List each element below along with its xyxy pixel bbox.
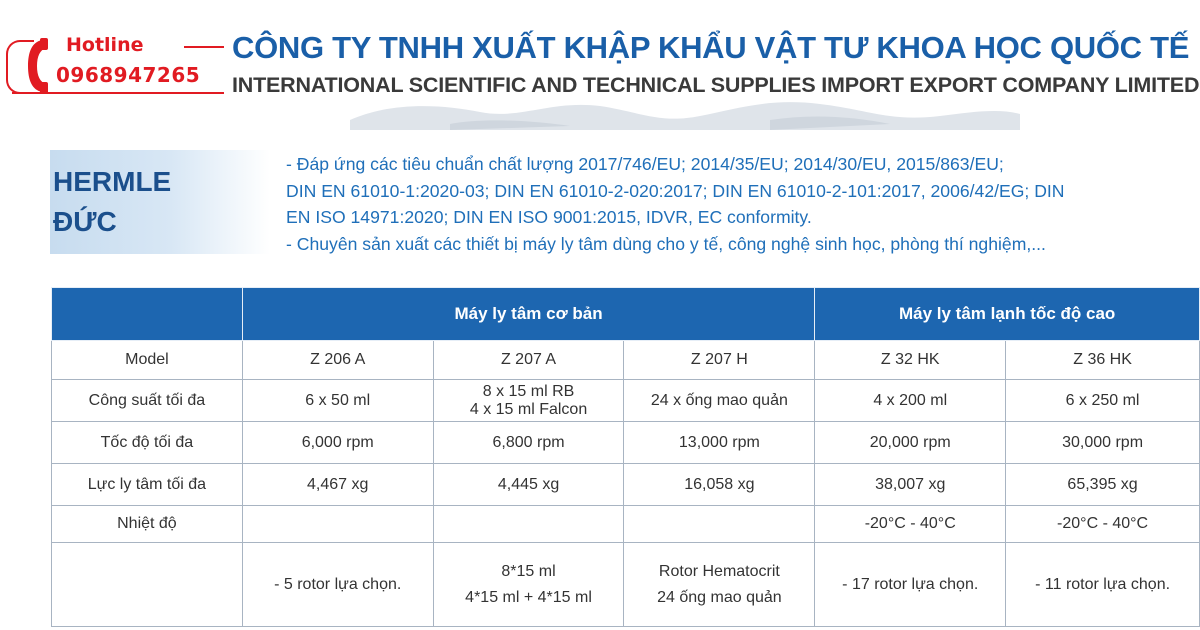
table-row	[52, 422, 1200, 464]
hotline-number[interactable]: 0968947265	[56, 63, 201, 87]
table-cell: 6,800 rpm	[433, 422, 624, 464]
brand-title	[53, 162, 171, 242]
row-label: Nhiệt độ	[52, 506, 243, 543]
table-header-row	[52, 288, 1200, 341]
table-cell: Z 32 HK	[815, 341, 1006, 380]
cell-line: Rotor Hematocrit	[658, 562, 780, 580]
table-cell	[624, 543, 815, 627]
table-row	[52, 543, 1200, 627]
hotline-label: Hotline	[66, 34, 144, 56]
table-cell: 6 x 250 ml	[1006, 380, 1200, 422]
group-basic: Máy ly tâm cơ bản	[242, 288, 815, 341]
table-corner	[52, 288, 243, 341]
table-cell	[242, 506, 433, 543]
company-name-en: INTERNATIONAL SCIENTIFIC AND TECHNICAL SUPPLIES IMPORT EXPORT COMPANY LIMITED	[232, 73, 1200, 97]
table-cell: 65,395 xg	[1006, 464, 1200, 506]
description-line: - Đáp ứng các tiêu chuẩn chất lượng 2017/746/EU; 2014/35/EU; 2014/30/EU, 2015/863/EU;	[286, 154, 1004, 174]
cell-line: 4 x 15 ml Falcon	[469, 400, 588, 418]
table-row	[52, 506, 1200, 543]
table-cell	[624, 506, 815, 543]
table-cell: 38,007 xg	[815, 464, 1006, 506]
table-cell: Z 36 HK	[1006, 341, 1200, 380]
table-cell: 6,000 rpm	[242, 422, 433, 464]
table-cell: - 5 rotor lựa chọn.	[242, 543, 433, 627]
phone-icon	[20, 36, 50, 96]
description-line: - Chuyên sản xuất các thiết bị máy ly tâm dùng cho y tế, công nghệ sinh học, phòng thí nghiệm,...	[286, 233, 1046, 254]
table-cell: Z 207 H	[624, 341, 815, 380]
row-label: Model	[52, 341, 243, 380]
table-cell	[433, 543, 624, 627]
cell-line: 8*15 ml	[501, 562, 556, 580]
brand-country: ĐỨC	[53, 206, 117, 237]
description	[286, 151, 1191, 257]
row-label: Tốc độ tối đa	[52, 422, 243, 464]
table-cell: 16,058 xg	[624, 464, 815, 506]
table-cell: 24 x ống mao quản	[624, 380, 815, 422]
hotline-underline	[12, 92, 224, 94]
table-cell: 20,000 rpm	[815, 422, 1006, 464]
table-cell	[433, 380, 624, 422]
cell-line: 4*15 ml + 4*15 ml	[465, 588, 592, 606]
hotline-block	[6, 30, 221, 94]
row-label: Công suất tối đa	[52, 380, 243, 422]
group-refrigerated: Máy ly tâm lạnh tốc độ cao	[815, 288, 1200, 341]
brand-name: HERMLE	[53, 166, 172, 197]
table-cell: - 11 rotor lựa chọn.	[1006, 543, 1200, 627]
spec-table	[51, 287, 1200, 627]
table-row	[52, 464, 1200, 506]
table-cell: -20°C - 40°C	[1006, 506, 1200, 543]
table-cell: 13,000 rpm	[624, 422, 815, 464]
table-cell: Z 206 A	[242, 341, 433, 380]
table-cell: Z 207 A	[433, 341, 624, 380]
description-line: EN ISO 14971:2020; DIN EN ISO 9001:2015, IDVR, EC conformity.	[286, 207, 812, 227]
table-row	[52, 341, 1200, 380]
description-line: DIN EN 61010-1:2020-03; DIN EN 61010-2-020:2017; DIN EN 61010-2-101:2017, 2006/42/EG; DIN	[286, 180, 1065, 201]
table-cell	[433, 506, 624, 543]
hotline-divider	[184, 46, 224, 48]
table-cell: 4 x 200 ml	[815, 380, 1006, 422]
table-row	[52, 380, 1200, 422]
cell-line: 24 ống mao quản	[657, 588, 782, 606]
table-cell: 30,000 rpm	[1006, 422, 1200, 464]
table-cell: 6 x 50 ml	[242, 380, 433, 422]
table-cell: - 17 rotor lựa chọn.	[815, 543, 1006, 627]
world-map-icon	[330, 90, 1030, 130]
row-label: Lực ly tâm tối đa	[52, 464, 243, 506]
cell-line: 8 x 15 ml RB	[482, 382, 575, 400]
table-cell: -20°C - 40°C	[815, 506, 1006, 543]
table-cell: 4,467 xg	[242, 464, 433, 506]
table-cell: 4,445 xg	[433, 464, 624, 506]
company-name-vn: CÔNG TY TNHH XUẤT KHẬP KHẨU VẬT TƯ KHOA HỌC QUỐC TẾ	[232, 30, 1190, 65]
row-label	[52, 543, 243, 627]
